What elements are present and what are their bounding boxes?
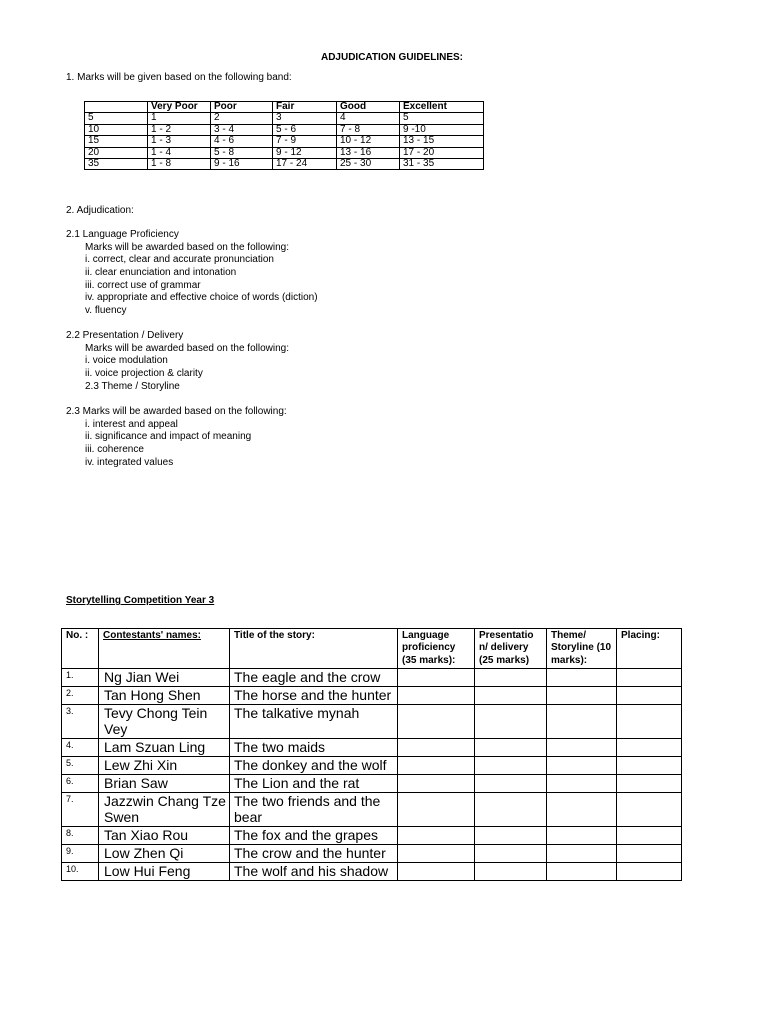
section-heading: 2.3 Marks will be awarded based on the following: — [66, 406, 287, 417]
row-number: 10. — [62, 862, 99, 880]
band-header-cell: Good — [337, 102, 400, 113]
header-names — [99, 629, 230, 669]
row-number: 4. — [62, 739, 99, 757]
competition-title: Storytelling Competition Year 3 — [66, 595, 215, 606]
placing-cell[interactable] — [617, 704, 682, 739]
contestant-row — [62, 739, 682, 757]
band-cell: 1 — [148, 113, 211, 124]
language-mark-cell[interactable] — [398, 827, 475, 845]
criteria-item: iii. coherence — [85, 444, 144, 456]
band-cell: 4 — [337, 113, 400, 124]
presentation-mark-cell[interactable] — [475, 739, 547, 757]
theme-mark-cell[interactable] — [547, 774, 617, 792]
band-row — [85, 147, 484, 158]
header-names-text: Contestants' names: — [103, 630, 201, 641]
language-mark-cell[interactable] — [398, 669, 475, 687]
presentation-mark-cell[interactable] — [475, 756, 547, 774]
band-cell: 13 - 16 — [337, 147, 400, 158]
competition-header-row — [62, 629, 682, 669]
placing-cell[interactable] — [617, 862, 682, 880]
header-theme: Theme/ Storyline (10 marks): — [547, 629, 617, 669]
contestant-row — [62, 844, 682, 862]
story-title: The talkative mynah — [230, 704, 398, 739]
story-title: The wolf and his shadow — [230, 862, 398, 880]
band-cell: 5 — [400, 113, 484, 124]
row-number: 2. — [62, 686, 99, 704]
presentation-mark-cell[interactable] — [475, 862, 547, 880]
contestant-name: Lew Zhi Xin — [99, 756, 230, 774]
section-lead: Marks will be awarded based on the following: — [85, 241, 289, 253]
header-language: Language proficiency (35 marks): — [398, 629, 475, 669]
contestant-name: Tan Hong Shen — [99, 686, 230, 704]
theme-mark-cell[interactable] — [547, 792, 617, 827]
section-heading: 2.1 Language Proficiency — [66, 229, 179, 240]
band-cell: 7 - 9 — [273, 136, 337, 147]
presentation-section — [66, 330, 289, 393]
presentation-mark-cell[interactable] — [475, 669, 547, 687]
theme-mark-cell[interactable] — [547, 862, 617, 880]
band-cell: 15 — [85, 136, 148, 147]
band-cell: 3 — [273, 113, 337, 124]
language-mark-cell[interactable] — [398, 774, 475, 792]
band-cell: 9 -10 — [400, 124, 484, 135]
band-row — [85, 124, 484, 135]
band-cell: 1 - 4 — [148, 147, 211, 158]
presentation-mark-cell[interactable] — [475, 792, 547, 827]
header-no: No. : — [62, 629, 99, 669]
presentation-mark-cell[interactable] — [475, 844, 547, 862]
band-cell: 9 - 12 — [273, 147, 337, 158]
criteria-item: i. correct, clear and accurate pronunciation — [85, 254, 274, 266]
contestant-row — [62, 827, 682, 845]
band-header-cell — [85, 102, 148, 113]
placing-cell[interactable] — [617, 774, 682, 792]
row-number: 9. — [62, 844, 99, 862]
criteria-item: ii. voice projection & clarity — [85, 368, 203, 380]
band-row — [85, 136, 484, 147]
language-proficiency-section — [66, 229, 318, 318]
theme-mark-cell[interactable] — [547, 669, 617, 687]
language-mark-cell[interactable] — [398, 704, 475, 739]
row-number: 7. — [62, 792, 99, 827]
adjudication-heading: 2. Adjudication: — [66, 205, 134, 216]
story-title: The two friends and the bear — [230, 792, 398, 827]
band-header-row — [85, 102, 484, 113]
band-intro: 1. Marks will be given based on the following band: — [66, 72, 292, 83]
contestant-row — [62, 686, 682, 704]
contestant-row — [62, 862, 682, 880]
band-cell: 20 — [85, 147, 148, 158]
theme-mark-cell[interactable] — [547, 844, 617, 862]
band-cell: 25 - 30 — [337, 159, 400, 170]
placing-cell[interactable] — [617, 669, 682, 687]
band-cell: 1 - 3 — [148, 136, 211, 147]
band-cell: 3 - 4 — [211, 124, 273, 135]
story-title: The donkey and the wolf — [230, 756, 398, 774]
story-title: The two maids — [230, 739, 398, 757]
band-cell: 1 - 2 — [148, 124, 211, 135]
criteria-item: i. voice modulation — [85, 355, 168, 367]
theme-mark-cell[interactable] — [547, 756, 617, 774]
criteria-item: 2.3 Theme / Storyline — [85, 380, 180, 392]
placing-cell[interactable] — [617, 792, 682, 827]
band-cell: 1 - 8 — [148, 159, 211, 170]
theme-section — [66, 406, 287, 469]
band-header-cell: Fair — [273, 102, 337, 113]
criteria-item: ii. significance and impact of meaning — [85, 431, 252, 443]
language-mark-cell[interactable] — [398, 862, 475, 880]
presentation-mark-cell[interactable] — [475, 704, 547, 739]
criteria-item: iv. integrated values — [85, 456, 174, 468]
story-title: The crow and the hunter — [230, 844, 398, 862]
story-title: The Lion and the rat — [230, 774, 398, 792]
band-cell: 2 — [211, 113, 273, 124]
placing-cell[interactable] — [617, 844, 682, 862]
language-mark-cell[interactable] — [398, 739, 475, 757]
band-header-cell: Excellent — [400, 102, 484, 113]
band-cell: 17 - 24 — [273, 159, 337, 170]
band-cell: 5 — [85, 113, 148, 124]
contestant-name: Brian Saw — [99, 774, 230, 792]
presentation-mark-cell[interactable] — [475, 827, 547, 845]
row-number: 1. — [62, 669, 99, 687]
section-heading: 2.2 Presentation / Delivery — [66, 330, 184, 341]
band-cell: 35 — [85, 159, 148, 170]
contestant-row — [62, 756, 682, 774]
band-cell: 5 - 6 — [273, 124, 337, 135]
story-title: The horse and the hunter — [230, 686, 398, 704]
placing-cell[interactable] — [617, 756, 682, 774]
placing-cell[interactable] — [617, 739, 682, 757]
band-cell: 5 - 8 — [211, 147, 273, 158]
contestant-name: Tevy Chong Tein Vey — [99, 704, 230, 739]
criteria-item: i. interest and appeal — [85, 418, 178, 430]
band-cell: 10 — [85, 124, 148, 135]
contestant-row — [62, 669, 682, 687]
criteria-item: iii. correct use of grammar — [85, 279, 201, 291]
contestant-row — [62, 774, 682, 792]
band-header-cell: Poor — [211, 102, 273, 113]
band-cell: 4 - 6 — [211, 136, 273, 147]
theme-mark-cell[interactable] — [547, 704, 617, 739]
marks-band-table — [84, 101, 484, 170]
placing-cell[interactable] — [617, 686, 682, 704]
contestant-row — [62, 704, 682, 739]
presentation-mark-cell[interactable] — [475, 686, 547, 704]
theme-mark-cell[interactable] — [547, 739, 617, 757]
row-number: 5. — [62, 756, 99, 774]
presentation-mark-cell[interactable] — [475, 774, 547, 792]
page-title-text: ADJUDICATION GUIDELINES: — [320, 52, 464, 63]
contestant-name: Lam Szuan Ling — [99, 739, 230, 757]
contestant-name: Jazzwin Chang Tze Swen — [99, 792, 230, 827]
section-lead: Marks will be awarded based on the following: — [85, 342, 289, 354]
theme-mark-cell[interactable] — [547, 827, 617, 845]
header-presentation: Presentatio n/ delivery (25 marks) — [475, 629, 547, 669]
criteria-item: iv. appropriate and effective choice of words (diction) — [85, 292, 318, 304]
band-cell: 31 - 35 — [400, 159, 484, 170]
language-mark-cell[interactable] — [398, 756, 475, 774]
story-title: The fox and the grapes — [230, 827, 398, 845]
band-cell: 9 - 16 — [211, 159, 273, 170]
header-story: Title of the story: — [230, 629, 398, 669]
band-cell: 17 - 20 — [400, 147, 484, 158]
contestant-name: Tan Xiao Rou — [99, 827, 230, 845]
contestant-name: Low Zhen Qi — [99, 844, 230, 862]
language-mark-cell[interactable] — [398, 686, 475, 704]
row-number: 3. — [62, 704, 99, 739]
band-header-cell: Very Poor — [148, 102, 211, 113]
band-cell: 13 - 15 — [400, 136, 484, 147]
contestant-name: Low Hui Feng — [99, 862, 230, 880]
band-row — [85, 113, 484, 124]
competition-table — [61, 628, 682, 881]
placing-cell[interactable] — [617, 827, 682, 845]
header-placing: Placing: — [617, 629, 682, 669]
row-number: 8. — [62, 827, 99, 845]
language-mark-cell[interactable] — [398, 844, 475, 862]
language-mark-cell[interactable] — [398, 792, 475, 827]
band-cell: 10 - 12 — [337, 136, 400, 147]
page-title — [0, 52, 768, 63]
band-cell: 7 - 8 — [337, 124, 400, 135]
contestant-row — [62, 792, 682, 827]
criteria-item: v. fluency — [85, 305, 127, 317]
story-title: The eagle and the crow — [230, 669, 398, 687]
contestant-name: Ng Jian Wei — [99, 669, 230, 687]
band-row — [85, 159, 484, 170]
row-number: 6. — [62, 774, 99, 792]
criteria-item: ii. clear enunciation and intonation — [85, 267, 237, 279]
theme-mark-cell[interactable] — [547, 686, 617, 704]
